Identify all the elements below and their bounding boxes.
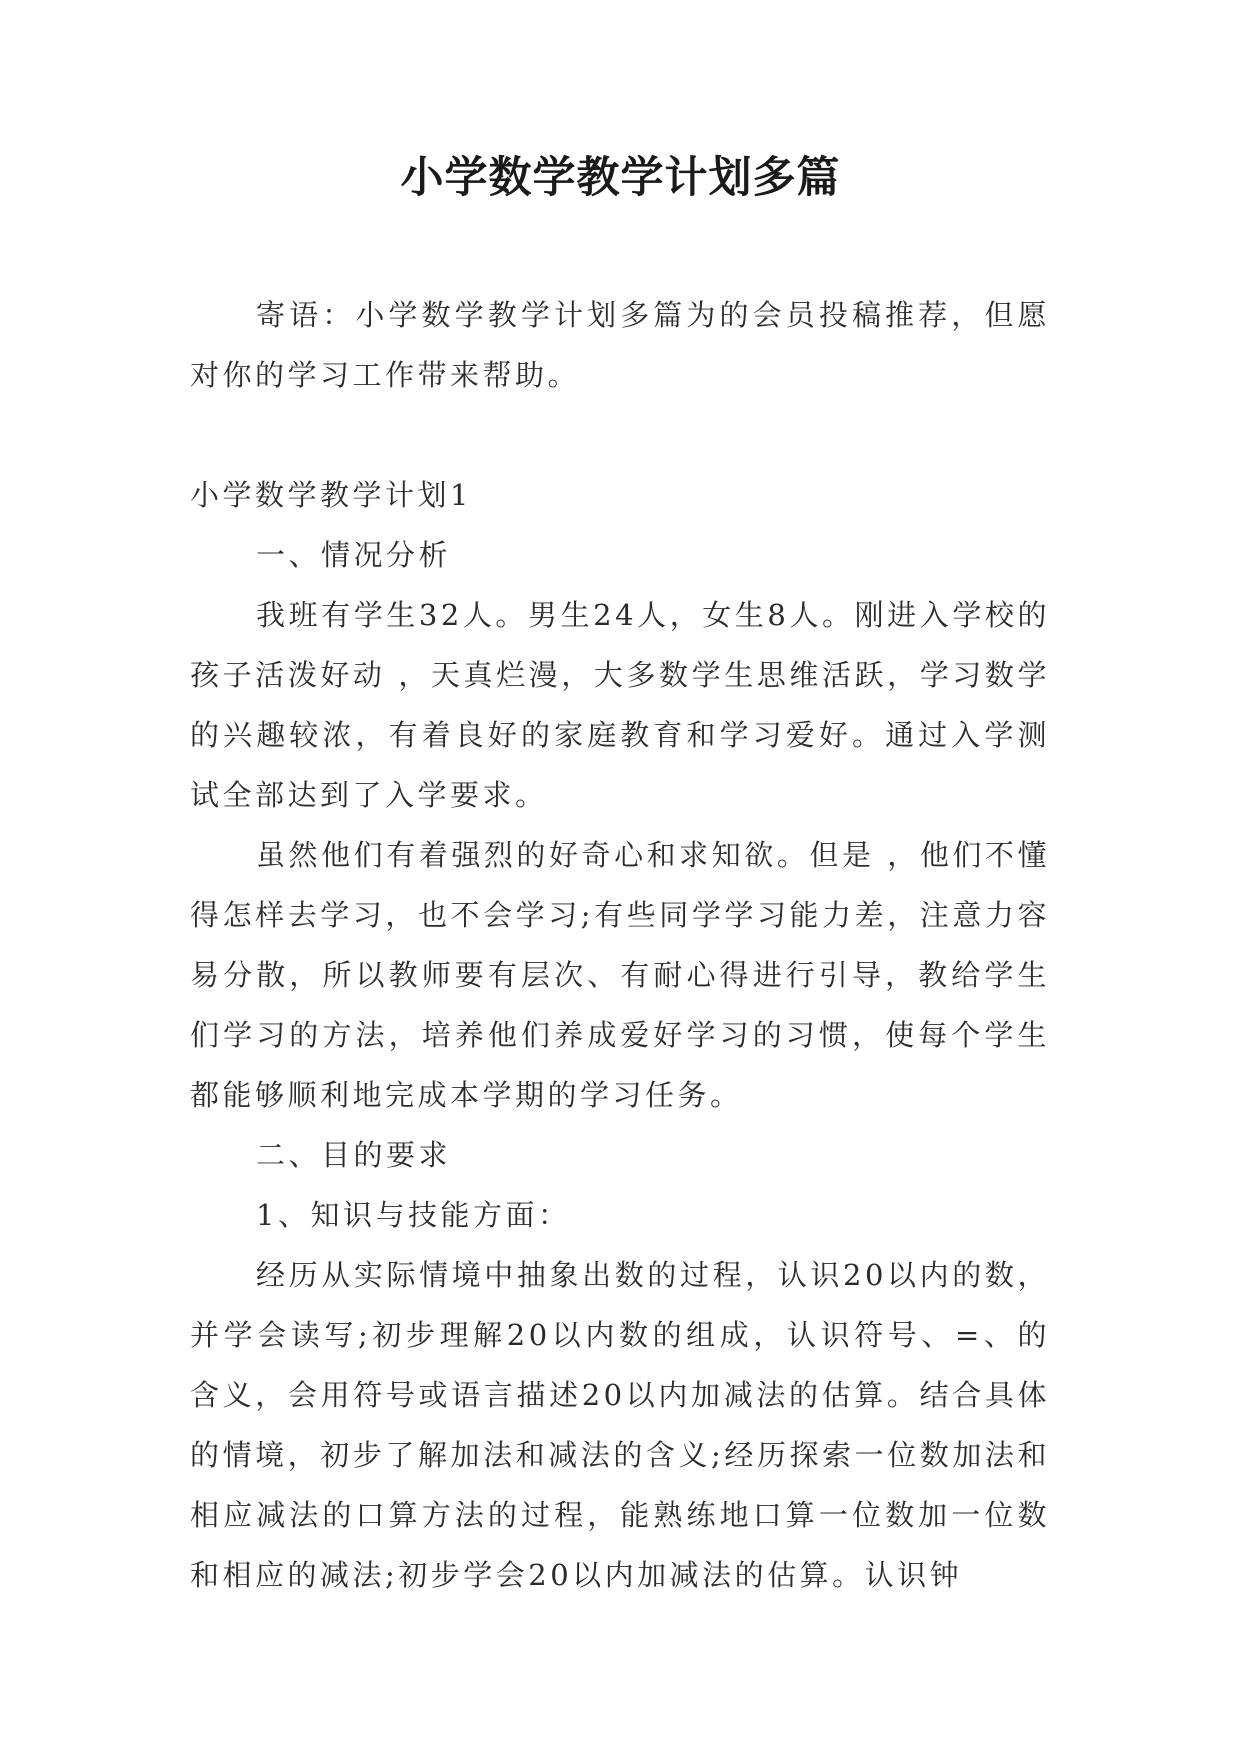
intro-paragraph: 寄语：小学数学教学计划多篇为的会员投稿推荐，但愿对你的学习工作带来帮助。: [190, 298, 1050, 392]
document-title: 小学数学教学计划多篇: [400, 153, 841, 203]
paragraph-student-traits: 虽然他们有着强烈的好奇心和求知欲。但是 ，他们不懂得怎样去学习，也不会学习;有些同学学习能力差，注意力容易分散，所以教师要有层次、有耐心得进行引导，教给学生们学习的方法，培养他们养成爱好学习的习惯，使每个学生都能够顺利地完成本学期的学习任务。: [190, 838, 1050, 1112]
heading-situation-analysis: 一、情况分析: [256, 538, 452, 572]
paragraph-class-info: 我班有学生32人。男生24人，女生8人。刚进入学校的孩子活泼好动 ，天真烂漫，大多数学生思维活跃，学习数学的兴趣较浓，有着良好的家庭教育和学习爱好。通过入学测试全部达到了入学要求。: [190, 598, 1050, 812]
document-body: [190, 285, 1050, 1605]
subheading-knowledge-skills: 1、知识与技能方面：: [256, 1198, 571, 1232]
heading-objectives: 二、目的要求: [256, 1138, 452, 1172]
section-heading: 小学数学教学计划1: [190, 478, 472, 512]
paragraph-knowledge-details: 经历从实际情境中抽象出数的过程，认识20以内的数，并学会读写;初步理解20以内数的组成，认识符号、=、的含义，会用符号或语言描述20以内加减法的估算。结合具体的情境，初步了解加法和减法的含义;经历探索一位数加法和相应减法的口算方法的过程，能熟练地口算一位数加一位数和相应的减法;初步学会20以内加减法的估算。认识钟: [190, 1258, 1050, 1592]
